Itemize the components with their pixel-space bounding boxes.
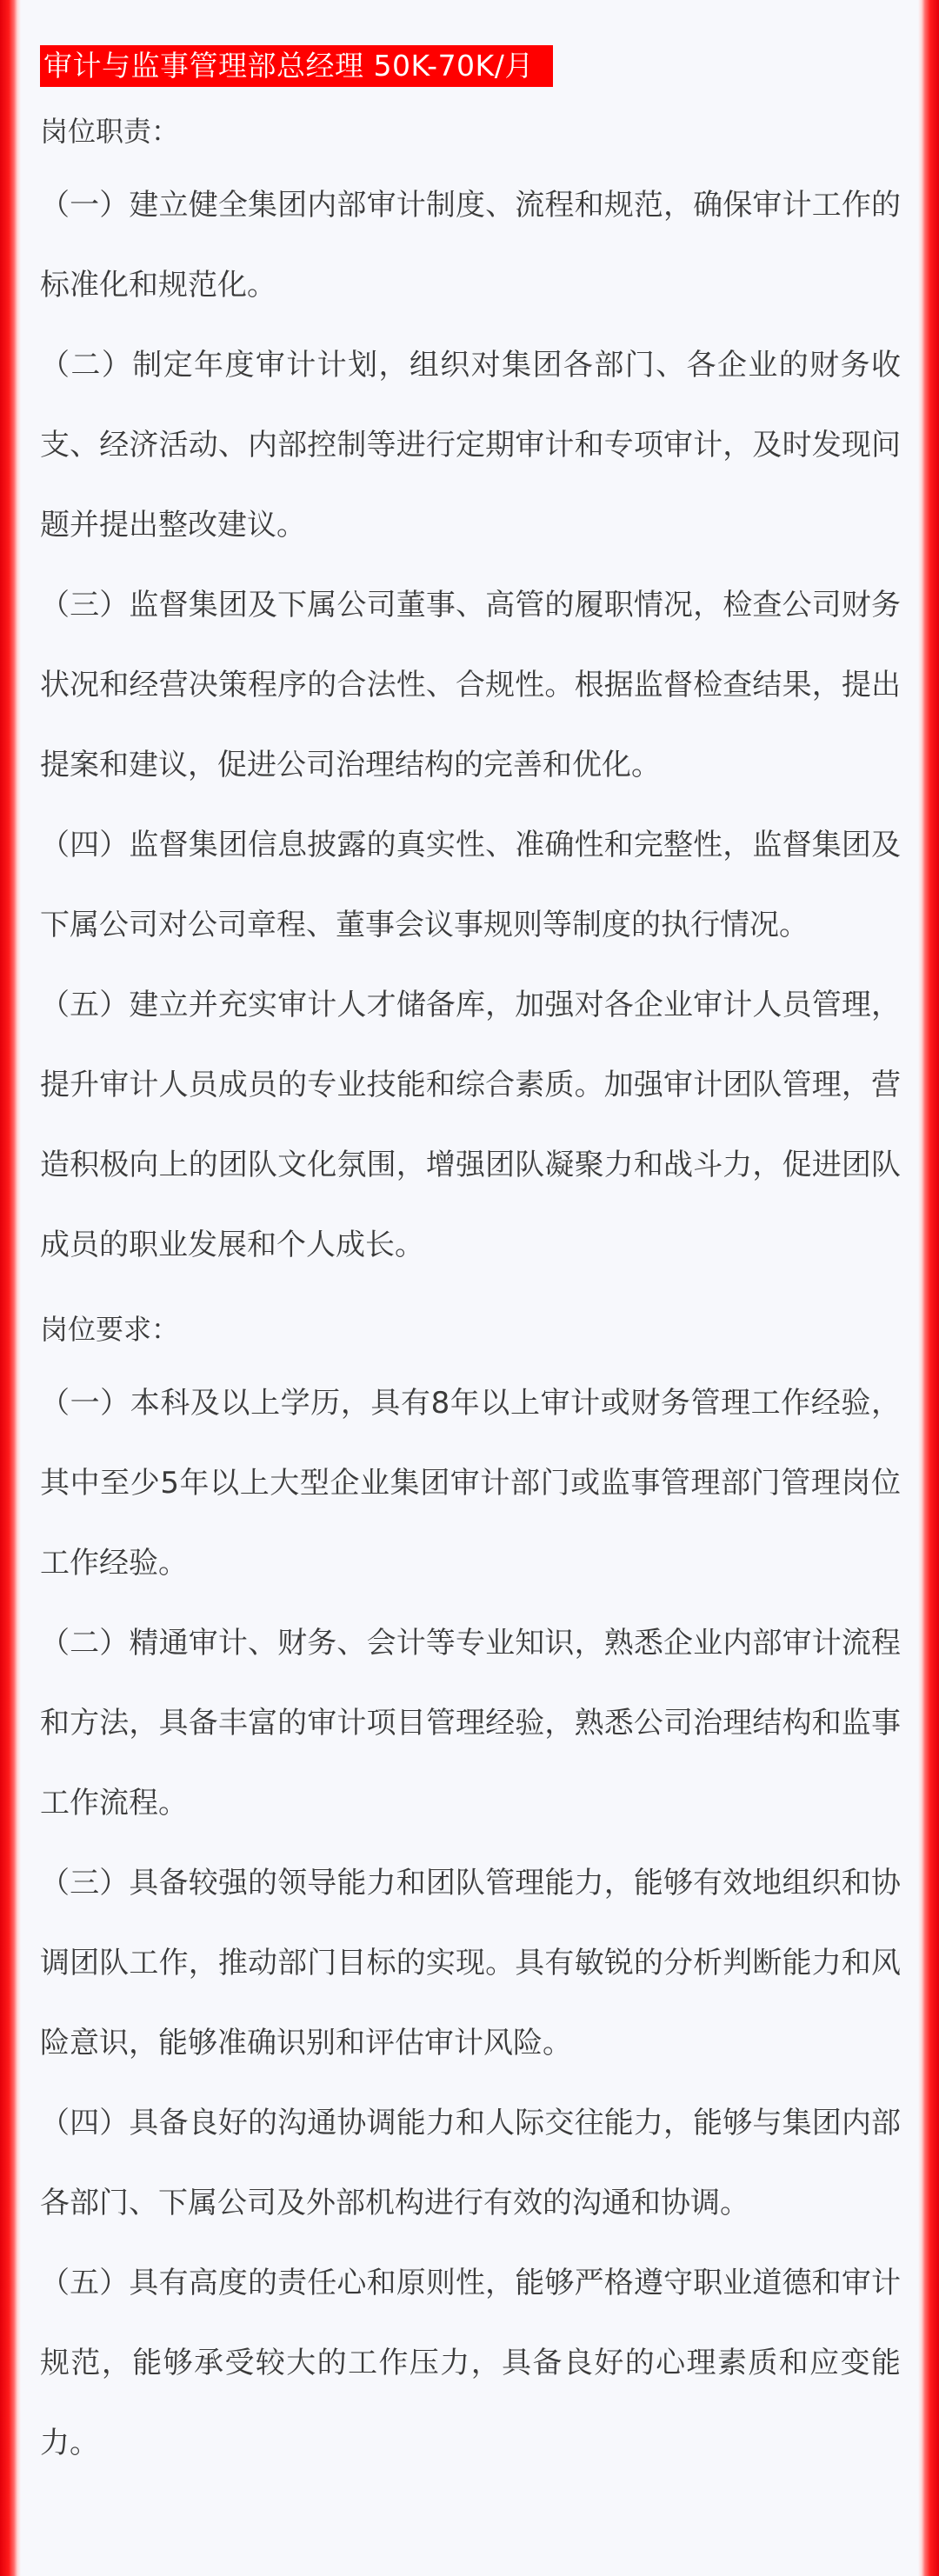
responsibilities-list	[40, 165, 901, 1285]
requirement-item: （一）本科及以上学历，具有8年以上审计或财务管理工作经验，其中至少5年以上大型企业集团审计部门或监事管理部门管理岗位工作经验。	[40, 1386, 901, 1581]
responsibility-item: （四）监督集团信息披露的真实性、准确性和完整性，监督集团及下属公司对公司章程、董事会议事规则等制度的执行情况。	[40, 828, 901, 942]
requirement-item: （五）具有高度的责任心和原则性，能够严格遵守职业道德和审计规范，能够承受较大的工作压力，具备良好的心理素质和应变能力。	[40, 2266, 901, 2460]
requirement-item: （四）具备良好的沟通协调能力和人际交往能力，能够与集团内部各部门、下属公司及外部机构进行有效的沟通和协调。	[40, 2106, 901, 2220]
responsibility-item: （二）制定年度审计计划，组织对集团各部门、各企业的财务收支、经济活动、内部控制等进行定期审计和专项审计，及时发现问题并提出整改建议。	[40, 348, 901, 542]
requirements-heading: 岗位要求：	[40, 1313, 180, 1346]
job-title: 审计与监事管理部总经理 50K-70K/月	[40, 45, 553, 87]
responsibility-item: （五）建立并充实审计人才储备库，加强对各企业审计人员管理，提升审计人员成员的专业技能和综合素质。加强审计团队管理，营造积极向上的团队文化氛围，增强团队凝聚力和战斗力，促进团队成员的职业发展和个人成长。	[40, 988, 901, 1262]
requirement-item: （三）具备较强的领导能力和团队管理能力，能够有效地组织和协调团队工作，推动部门目标的实现。具有敏锐的分析判断能力和风险意识，能够准确识别和评估审计风险。	[40, 1866, 901, 2060]
job-posting	[40, 45, 901, 2483]
responsibility-item: （三）监督集团及下属公司董事、高管的履职情况，检查公司财务状况和经营决策程序的合法性、合规性。根据监督检查结果，提出提案和建议，促进公司治理结构的完善和优化。	[40, 588, 901, 782]
requirements-list	[40, 1363, 901, 2483]
responsibilities-heading: 岗位职责：	[40, 115, 180, 148]
requirement-item: （二）精通审计、财务、会计等专业知识，熟悉企业内部审计流程和方法，具备丰富的审计项目管理经验，熟悉公司治理结构和监事工作流程。	[40, 1626, 901, 1821]
responsibility-item: （一）建立健全集团内部审计制度、流程和规范，确保审计工作的标准化和规范化。	[40, 188, 901, 303]
